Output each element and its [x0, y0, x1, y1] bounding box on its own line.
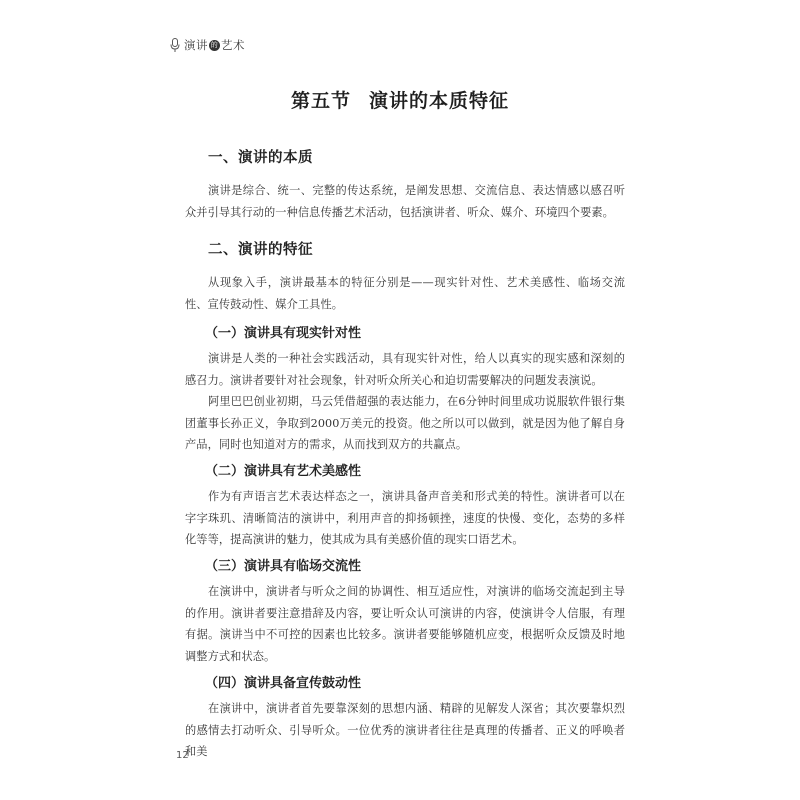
chapter-number: 第五节: [290, 90, 351, 112]
paragraph: 在演讲中，演讲者首先要靠深刻的思想内涵、精辟的见解发人深省；其次要靠炽烈的感情去打动听众、引导听众。一位优秀的演讲者往往是真理的传播者、正义的呼唤者和美: [185, 702, 625, 758]
page-number: 12: [176, 750, 189, 761]
chapter-name: 演讲的本质特征: [369, 90, 510, 112]
chapter-title: [0, 86, 800, 113]
subsection-heading-3: （三）演讲具有临场交流性: [205, 559, 362, 574]
microphone-icon: [170, 38, 180, 53]
paragraph: 演讲是人类的一种社会实践活动，具有现实针对性，给人以真实的现实感和深刻的感召力。演讲者要针对社会现象，针对听众所关心和迫切需要解决的问题发表演说。: [185, 352, 625, 387]
paragraph: 演讲是综合、统一、完整的传达系统，是阐发思想、交流信息、表达情感以感召听众并引导其行动的一种信息传播艺术活动，包括演讲者、听众、媒介、环境四个要素。: [185, 184, 625, 219]
paragraph: 阿里巴巴创业初期，马云凭借超强的表达能力，在6分钟时间里成功说服软件银行集团董事长孙正义，争取到2000万美元的投资。他之所以可以做到，就是因为他了解自身产品，同时也知道对方的需求，从而找到双方的共赢点。: [185, 395, 625, 451]
section-heading-essence: 一、演讲的本质: [208, 150, 313, 166]
paragraph: 作为有声语言艺术表达样态之一，演讲具备声音美和形式美的特性。演讲者可以在字字珠玑、清晰简洁的演讲中，利用声音的抑扬顿挫，速度的快慢、变化，态势的多样化等等，提高演讲的魅力，使其成为具有美感价值的现实口语艺术。: [185, 490, 625, 546]
running-head-badge: 的: [210, 40, 219, 49]
running-head-text-start: 演讲: [184, 38, 208, 52]
running-head: [170, 37, 245, 53]
paragraph: 从现象入手，演讲最基本的特征分别是——现实针对性、艺术美感性、临场交流性、宣传鼓动性、媒介工具性。: [185, 276, 625, 311]
subsection-heading-1: （一）演讲具有现实针对性: [205, 326, 362, 341]
subsection-heading-4: （四）演讲具备宣传鼓动性: [205, 676, 362, 691]
section-heading-features: 二、演讲的特征: [208, 242, 313, 258]
running-head-text-end: 艺术: [221, 38, 245, 52]
subsection-heading-2: （二）演讲具有艺术美感性: [205, 464, 362, 479]
paragraph: 在演讲中，演讲者与听众之间的协调性、相互适应性，对演讲的临场交流起到主导的作用。演讲者要注意措辞及内容，要让听众认可演讲的内容，使演讲令人信服，有理有据。演讲当中不可控的因素也比较多。演讲者要能够随机应变，根据听众反馈及时地调整方式和状态。: [185, 585, 625, 663]
